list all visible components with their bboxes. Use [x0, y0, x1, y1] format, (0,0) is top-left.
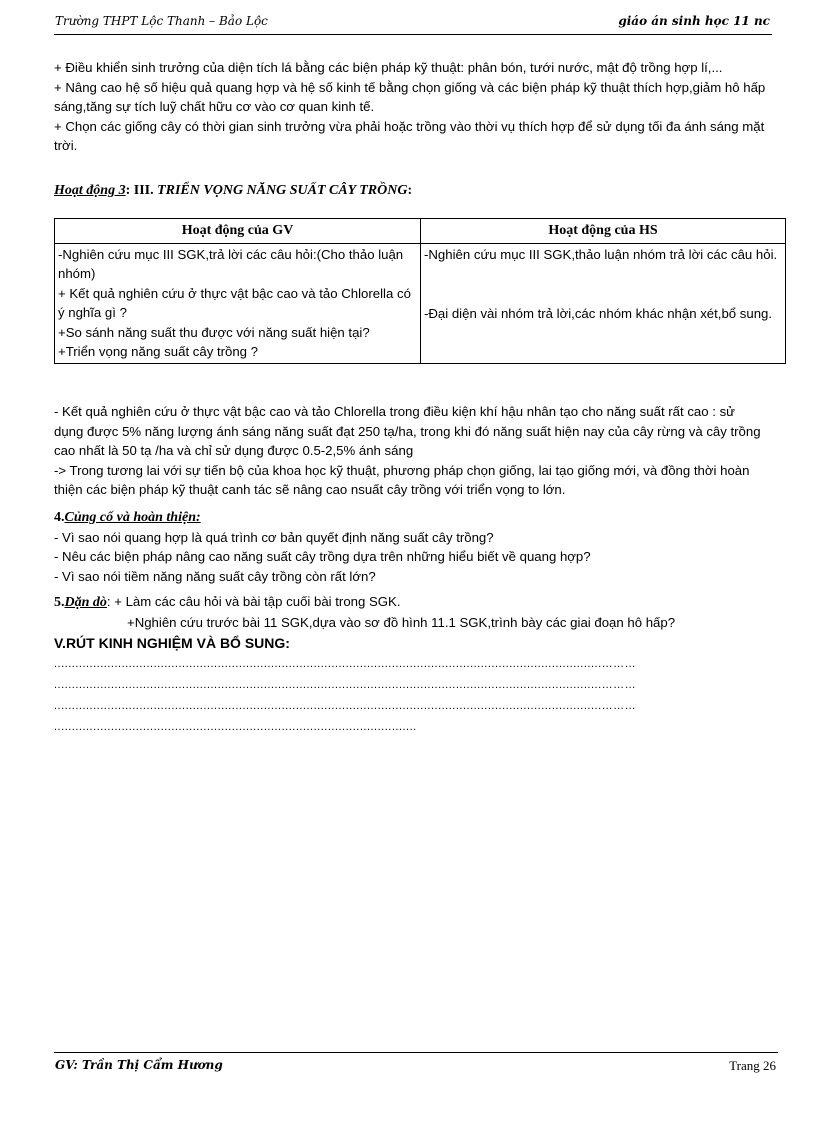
table-cell-gv: [55, 243, 421, 363]
consolidate-heading: [54, 508, 766, 528]
conclusion-block: [54, 402, 766, 500]
table-header-row: [55, 219, 786, 244]
activity-title-prefix: : III.: [125, 183, 158, 198]
review-block: [54, 634, 766, 738]
consolidate-block: [54, 508, 766, 586]
conclusion-paragraph: -> Trong tương lai với sự tiến bộ của khoa học kỹ thuật, phương pháp chọn giống, lai tạo giống mới, và đồng thời hoàn thiện các biện pháp kỹ thuật canh tác sẽ nâng cao nsuất cây trồng với triển vọng to lớn.: [54, 462, 750, 497]
hs-line: -Đại diện vài nhóm trả lời,các nhóm khác nhận xét,bổ sung.: [424, 306, 773, 321]
intro-paragraph: + Chọn các giống cây có thời gian sinh trưởng vừa phải hoặc trồng vào thời vụ thích hợp để sử dụng tối đa ánh sáng mặt trời.: [54, 118, 765, 153]
homework-colon: :: [106, 594, 115, 609]
gv-line: +Triển vọng năng suất cây trồng ?: [58, 344, 259, 359]
footer-rule: [54, 1052, 778, 1053]
consolidate-title: Củng cố và hoàn thiện:: [64, 510, 201, 525]
activity-title: TRIỂN VỌNG NĂNG SUẤT CÂY TRỒNG: [157, 183, 408, 198]
homework-block: [54, 592, 766, 632]
consolidate-question: - Nêu các biện pháp nâng cao năng suất cây trồng dựa trên những hiểu biết về quang hợp?: [54, 549, 591, 564]
homework-heading: [54, 595, 107, 610]
table-header-gv: Hoạt động của GV: [55, 219, 421, 244]
gv-line: -Nghiên cứu mục III SGK,trả lời các câu hỏi:(Cho thảo luận nhóm): [58, 246, 404, 281]
consolidate-question: - Vì sao nói tiềm năng năng suất cây trồng còn rất lớn?: [54, 568, 376, 584]
conclusion-paragraph: - Kết quả nghiên cứu ở thực vật bậc cao và tảo Chlorella trong điều kiện khí hậu nhân tạo cho năng suất rất cao : sử dụng được 5% năng lượng ánh sáng năng suất đạt 250 tạ/ha, trong khi đó năng suất hiện nay của cây rừng và cây trồng cao nhất là 50 tạ /ha và chỉ sử dụng được 0.5-2,5% ánh sáng: [54, 404, 761, 458]
footer-page-number: Trang 26: [729, 1058, 776, 1073]
activity-heading: [54, 183, 412, 199]
homework-item: +Nghiên cứu trước bài 11 SGK,dựa vào sơ đồ hình 11.1 SGK,trình bày các giai đoạn hô hấp?: [127, 614, 676, 630]
header-rule: [54, 34, 772, 35]
activity-title-suffix: :: [407, 183, 413, 198]
intro-paragraph: + Nâng cao hệ số hiệu quả quang hợp và hệ số kinh tế bằng chọn giống và các biện pháp kỹ thuật thích hợp,giảm hô hấp sáng,tăng sự tích luỹ chất hữu cơ vào cơ quan kinh tế.: [54, 79, 766, 114]
hs-spacer: [424, 264, 782, 304]
gv-line: + Kết quả nghiên cứu ở thực vật bậc cao và tảo Chlorella có ý nghĩa gì ?: [58, 285, 411, 320]
header-subject: giáo án sinh học 11 nc: [618, 14, 770, 28]
homework-item: + Làm các câu hỏi và bài tập cuối bài trong SGK.: [114, 594, 401, 609]
homework-line-1: [54, 592, 766, 613]
review-dotted-line: ..........................................................................................................................................................………: [54, 657, 637, 670]
consolidate-number: 4.: [54, 510, 65, 525]
review-dotted-line: ......................................................................................................: [54, 720, 417, 733]
table-row: [55, 243, 786, 363]
intro-block: [54, 58, 766, 156]
header-school: Trường THPT Lộc Thanh – Bảo Lộc: [55, 14, 268, 28]
footer-teacher: GV: Trần Thị Cẩm Hương: [55, 1058, 223, 1072]
activity-table: [54, 218, 786, 364]
table-header-hs: Hoạt động của HS: [421, 219, 786, 244]
review-heading: V.RÚT KINH NGHIỆM VÀ BỔ SUNG:: [54, 635, 290, 651]
homework-title: Dặn dò: [64, 595, 107, 610]
hs-line: -Nghiên cứu mục III SGK,thảo luận nhóm trả lời các câu hỏi.: [424, 246, 778, 262]
activity-label: Hoạt động 3: [54, 183, 126, 198]
consolidate-question: - Vì sao nói quang hợp là quá trình cơ bản quyết định năng suất cây trồng?: [54, 529, 494, 545]
gv-line: +So sánh năng suất thu được với năng suất hiện tại?: [58, 324, 370, 340]
review-dotted-line: ..........................................................................................................................................................………: [54, 678, 637, 691]
homework-number: 5.: [54, 595, 65, 610]
review-dotted-line: ..........................................................................................................................................................………: [54, 699, 637, 712]
table-cell-hs: [421, 243, 786, 363]
intro-paragraph: + Điều khiển sinh trưởng của diện tích lá bằng các biện pháp kỹ thuật: phân bón, tưới nước, mật độ trồng hợp lí,...: [54, 60, 723, 75]
